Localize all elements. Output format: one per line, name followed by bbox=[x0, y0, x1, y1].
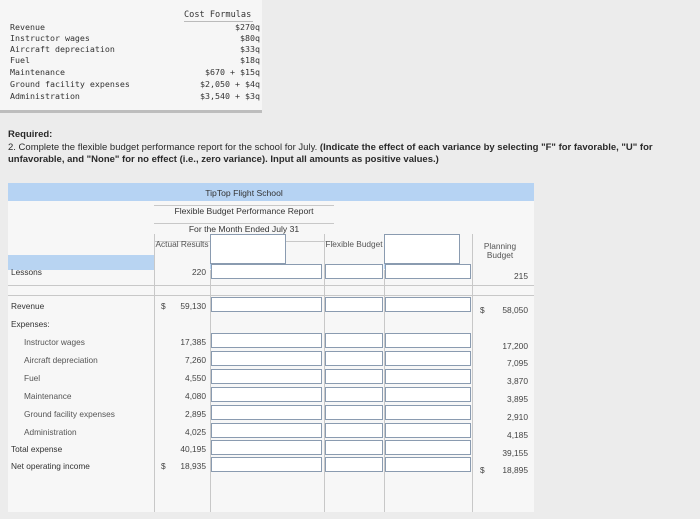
col-actual-results: Actual Results bbox=[155, 239, 209, 249]
revenue-volume-input[interactable] bbox=[385, 297, 471, 312]
maintenance-flexible-input[interactable] bbox=[325, 387, 383, 402]
total-expense-volume-input[interactable] bbox=[385, 440, 471, 455]
formula-label: Aircraft depreciation bbox=[10, 44, 115, 54]
planning-total-expense: 39,155 bbox=[502, 448, 528, 458]
formula-row-fuel bbox=[0, 55, 262, 66]
maintenance-volume-input[interactable] bbox=[385, 387, 471, 402]
cost-formulas-heading: Cost Formulas bbox=[184, 10, 252, 20]
revenue-flexible-input[interactable] bbox=[325, 297, 383, 312]
net-income-variance-input[interactable] bbox=[211, 457, 322, 472]
cost-formulas-panel bbox=[0, 0, 262, 113]
formula-label: Ground facility expenses bbox=[10, 79, 130, 89]
variance-label-input[interactable] bbox=[210, 234, 286, 264]
planning-instructor-wages: 17,200 bbox=[502, 341, 528, 351]
report-company: TipTop Flight School bbox=[154, 188, 334, 206]
formula-row-ground-facility bbox=[0, 79, 262, 90]
net-income-flexible-input[interactable] bbox=[325, 457, 383, 472]
administration-variance-input[interactable] bbox=[211, 423, 322, 438]
formula-label: Administration bbox=[10, 91, 80, 101]
maintenance-variance-input[interactable] bbox=[211, 387, 322, 402]
formula-value: $670 + $15q bbox=[205, 67, 260, 77]
row-label-lessons: Lessons bbox=[11, 267, 42, 277]
planning-maintenance: 3,895 bbox=[507, 394, 528, 404]
variance-label-input[interactable] bbox=[384, 234, 460, 264]
required-instructions bbox=[8, 129, 698, 167]
planning-aircraft-depreciation: 7,095 bbox=[507, 358, 528, 368]
row-label-administration: Administration bbox=[24, 427, 77, 437]
formula-row-maintenance bbox=[0, 67, 262, 78]
planning-revenue: 58,050 bbox=[502, 305, 528, 315]
planning-ground-facility: 2,910 bbox=[507, 412, 528, 422]
formula-label: Maintenance bbox=[10, 67, 65, 77]
instructor-wages-variance-input[interactable] bbox=[211, 333, 322, 348]
formula-value: $2,050 + $4q bbox=[200, 79, 260, 89]
row-label-maintenance: Maintenance bbox=[24, 391, 72, 401]
col-flexible-budget: Flexible Budget bbox=[325, 239, 383, 249]
actual-maintenance: 4,080 bbox=[185, 391, 206, 401]
currency-symbol: $ bbox=[480, 465, 485, 475]
total-expense-flexible-input[interactable] bbox=[325, 440, 383, 455]
revenue-variance-input[interactable] bbox=[211, 297, 322, 312]
flexible-budget-report bbox=[8, 183, 534, 512]
administration-flexible-input[interactable] bbox=[325, 423, 383, 438]
actual-aircraft-depreciation: 7,260 bbox=[185, 355, 206, 365]
formula-row-aircraft-depreciation bbox=[0, 44, 262, 55]
planning-administration: 4,185 bbox=[507, 430, 528, 440]
row-label-ground-facility: Ground facility expenses bbox=[24, 409, 115, 419]
lessons-flexible-budget-input[interactable] bbox=[325, 264, 383, 279]
formula-row-revenue bbox=[0, 22, 262, 33]
currency-symbol: $ bbox=[480, 305, 485, 315]
planning-net-operating-income: 18,895 bbox=[502, 465, 528, 475]
actual-total-expense: 40,195 bbox=[180, 444, 206, 454]
required-title: Required: bbox=[8, 129, 53, 140]
col-planning-budget: Planning Budget bbox=[483, 241, 517, 260]
row-label-instructor-wages: Instructor wages bbox=[24, 337, 85, 347]
administration-volume-input[interactable] bbox=[385, 423, 471, 438]
formula-row-administration bbox=[0, 91, 262, 102]
formula-value: $270q bbox=[235, 22, 260, 32]
actual-revenue: 59,130 bbox=[180, 301, 206, 311]
currency-symbol: $ bbox=[161, 461, 166, 471]
actual-instructor-wages: 17,385 bbox=[180, 337, 206, 347]
row-label-aircraft-depreciation: Aircraft depreciation bbox=[24, 355, 98, 365]
formula-row-instructor-wages bbox=[0, 33, 262, 44]
aircraft-depreciation-volume-input[interactable] bbox=[385, 351, 471, 366]
row-label-expenses: Expenses: bbox=[11, 319, 50, 329]
report-period: For the Month Ended July 31 bbox=[154, 224, 334, 242]
fuel-variance-input[interactable] bbox=[211, 369, 322, 384]
actual-net-operating-income: 18,935 bbox=[180, 461, 206, 471]
actual-ground-facility: 2,895 bbox=[185, 409, 206, 419]
ground-facility-flexible-input[interactable] bbox=[325, 405, 383, 420]
actual-administration: 4,025 bbox=[185, 427, 206, 437]
formula-label: Instructor wages bbox=[10, 33, 90, 43]
lessons-flexible-input[interactable] bbox=[211, 264, 322, 279]
lessons-volume-input[interactable] bbox=[385, 264, 471, 279]
formula-value: $3,540 + $3q bbox=[200, 91, 260, 101]
instructor-wages-volume-input[interactable] bbox=[385, 333, 471, 348]
row-label-revenue: Revenue bbox=[11, 301, 45, 311]
fuel-volume-input[interactable] bbox=[385, 369, 471, 384]
total-expense-variance-input[interactable] bbox=[211, 440, 322, 455]
net-income-volume-input[interactable] bbox=[385, 457, 471, 472]
aircraft-depreciation-flexible-input[interactable] bbox=[325, 351, 383, 366]
row-label-total-expense: Total expense bbox=[11, 444, 63, 454]
row-label-net-operating-income: Net operating income bbox=[11, 461, 90, 471]
report-title: Flexible Budget Performance Report bbox=[154, 206, 334, 224]
ground-facility-variance-input[interactable] bbox=[211, 405, 322, 420]
planning-lessons: 215 bbox=[514, 271, 528, 281]
formula-label: Revenue bbox=[10, 22, 45, 32]
aircraft-depreciation-variance-input[interactable] bbox=[211, 351, 322, 366]
formula-value: $33q bbox=[240, 44, 260, 54]
row-label-fuel: Fuel bbox=[24, 373, 41, 383]
currency-symbol: $ bbox=[161, 301, 166, 311]
fuel-flexible-input[interactable] bbox=[325, 369, 383, 384]
ground-facility-volume-input[interactable] bbox=[385, 405, 471, 420]
actual-fuel: 4,550 bbox=[185, 373, 206, 383]
actual-lessons: 220 bbox=[192, 267, 206, 277]
formula-label: Fuel bbox=[10, 55, 30, 65]
instructor-wages-flexible-input[interactable] bbox=[325, 333, 383, 348]
planning-fuel: 3,870 bbox=[507, 376, 528, 386]
required-bold-text: (Indicate the effect of each variance by selecting "F" for favorable, "U" for unfavorable, and "None" for no effect (i.e., zero variance). Input all amounts as positive values.) bbox=[8, 141, 653, 165]
formula-value: $80q bbox=[240, 33, 260, 43]
required-text: 2. Complete the flexible budget performance report for the school for July. bbox=[8, 141, 318, 153]
formula-value: $18q bbox=[240, 55, 260, 65]
